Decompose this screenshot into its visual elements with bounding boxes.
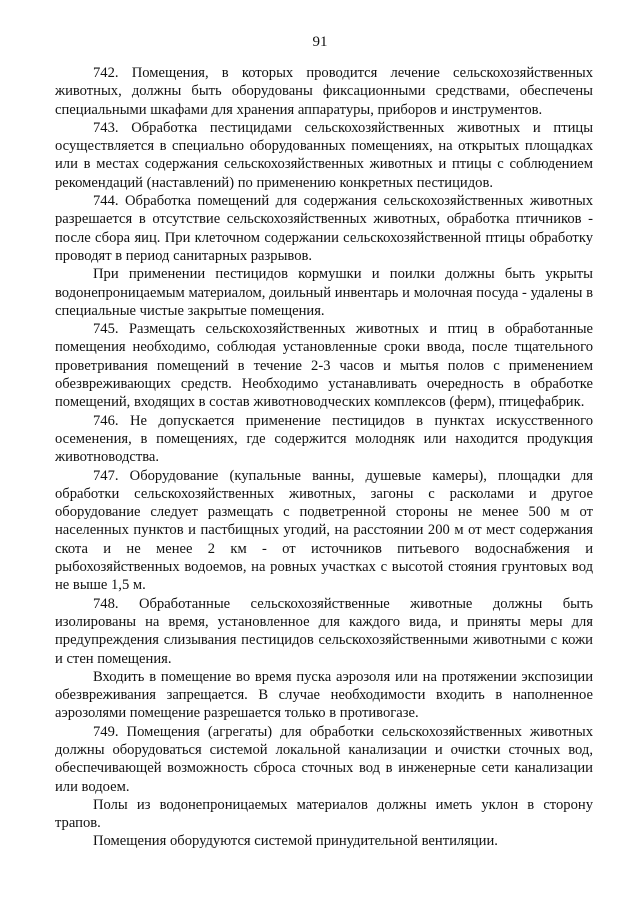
paragraph-749-floors: Полы из водонепроницаемых материалов должны иметь уклон в сторону трапов. bbox=[55, 796, 593, 832]
paragraph-748: 748. Обработанные сельскохозяйственные животные должны быть изолированы на время, установленное для каждого вида, и приняты меры для предупреждения слизывания пестицидов сельскохозяйственными животными с кожи и стен помещения. bbox=[55, 595, 593, 667]
paragraph-744: 744. Обработка помещений для содержания сельскохозяйственных животных разрешается в отсутствие сельскохозяйственных животных, обработка птичников - после сбора яиц. При клеточном содержании сельскохозяйственной птицы обработку проводят в период санитарных разрывов. bbox=[55, 193, 593, 264]
paragraph-747: 747. Оборудование (купальные ванны, душевые камеры), площадки для обработки сельскохозяйственных животных, загоны с расколами и другое оборудование следует размещать с подветренной стороны не менее 500 м от населенных пунктов и пастбищных угодий, на расстоянии 200 м от мест содержания скота и не менее 2 км - от источников питьевого водоснабжения и рыбохозяйственных водоемов, на ровных участках с высотой стояния грунтовых вод не выше 1,5 м. bbox=[55, 467, 593, 594]
paragraph-749: 749. Помещения (агрегаты) для обработки сельскохозяйственных животных должны оборудоваться системой локальной канализации и очистки сточных вод, обеспечивающей возможность сброса сточных вод в инженерные сети канализации или водоем. bbox=[55, 723, 593, 795]
paragraph-742: 742. Помещения, в которых проводится лечение сельскохозяйственных животных, должны быть оборудованы фиксационными средствами, обеспечены специальными шкафами для хранения аппаратуры, приборов и инструментов. bbox=[55, 65, 593, 118]
paragraph-743: 743. Обработка пестицидами сельскохозяйственных животных и птицы осуществляется в специально оборудованных помещениях, на открытых площадках или в местах содержания сельскохозяйственных животных и птицы с соблюдением рекомендаций (наставлений) по применению конкретных пестицидов. bbox=[55, 119, 593, 191]
paragraph-749-ventilation: Помещения оборудуются системой принудительной вентиляции. bbox=[93, 833, 498, 850]
body-text bbox=[55, 64, 593, 851]
paragraph-745: 745. Размещать сельскохозяйственных животных и птиц в обработанные помещения необходимо, соблюдая установленные сроки ввода, после тщательного проветривания помещений в течение 2-3 часов и мытья полов с применением обезвреживающих средств. Необходимо устанавливать очередность в обработке помещений, входящих в состав животноводческих комплексов (ферм), птицефабрик. bbox=[55, 321, 593, 411]
paragraph-748-continued: Входить в помещение во время пуска аэрозоля или на протяжении экспозиции обезвреживания запрещается. В случае необходимости входить в наполненное аэрозолями помещение разрешается только в противогазе. bbox=[55, 668, 593, 722]
paragraph-746: 746. Не допускается применение пестицидов в пунктах искусственного осеменения, в помещениях, где содержится молодняк или находится продукция животноводства. bbox=[55, 412, 593, 466]
page-number: 91 bbox=[312, 34, 328, 50]
paragraph-744-continued: При применении пестицидов кормушки и поилки должны быть укрыты водонепроницаемым материалом, доильный инвентарь и молочная посуда - удалены в специальные чистые закрытые помещения. bbox=[55, 266, 593, 319]
